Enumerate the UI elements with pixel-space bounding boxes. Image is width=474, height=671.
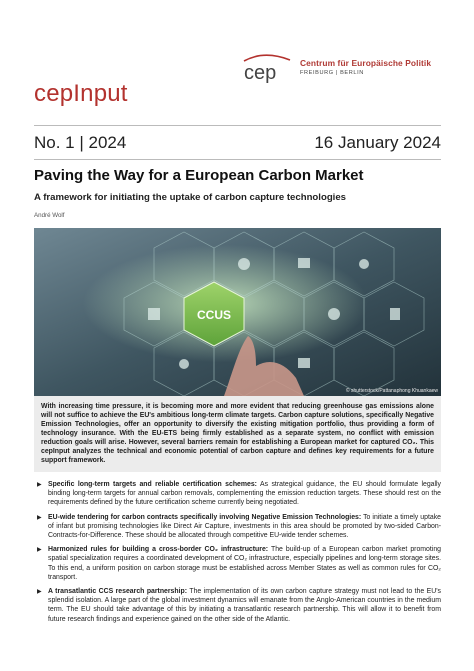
bullet-text: To initiate a timely uptake of infant but promising technologies like Direct Air Capture, investments in this area should be promoted by two-sided Carbon-Contracts-for-Difference. These should be allocated through competitive EU-wide tender schemes. [48,513,441,540]
divider [34,125,441,126]
globe-icon [238,258,250,270]
arrow-icon: ▶ [37,547,42,554]
brand-title: cepInput [34,80,128,107]
hero-image [34,228,441,396]
author-name: André Wolf [34,212,65,219]
plant-icon [390,308,400,320]
issue-number: No. 1 | 2024 [34,133,127,152]
page-subtitle: A framework for initiating the uptake of carbon capture technologies [34,192,347,203]
factory-icon [298,258,310,268]
bullet-text: The implementation of its own carbon capture strategy must not lead to the EU's splendid isolation. A large part of the global investment dynamics will emanate from the Anglo-American countries in the medium term. The EU should take advantage of this by initiating a transatlantic research partnership. This will allow it to benefit from future research findings and experience gained on the other side of the Atlantic. [48,588,441,623]
bullet-lead: A transatlantic CCS research partnership: [48,588,188,596]
co2-icon [148,308,160,320]
gear-icon [298,358,310,368]
image-credit: © shutterstock/Pattanaphong Khuankaew [345,388,438,394]
storage-icon [328,308,340,320]
cep-logo [238,52,468,86]
bullet-lead: Harmonized rules for building a cross-border CO₂ infrastructure: [48,546,269,554]
bullet-text: As strategical guidance, the EU should formulate legally binding long-term targets for annual carbon removals, complementing the emission reduction targets. These should rest on the requirements defined by the future certification scheme currently being negotiated. [48,481,442,507]
list-item [34,545,441,582]
ccus-illustration [34,228,441,396]
list-item [34,513,441,541]
pipeline-icon [179,359,189,369]
list-item [34,480,441,508]
bullet-text: The build-up of a European carbon market promoting spatial specialization requires a coordinated development of CO₂ infrastructure, especially pipelines and long-term storage sites. To this end, a uniform position on carbon storage must be established across Member States as well as common rules for CO₂ transport. [48,546,441,581]
key-points [34,480,441,629]
divider [34,159,441,160]
arrow-icon: ▶ [37,514,42,521]
bullet-lead: EU-wide tendering for carbon contracts specifically involving Negative Emission Technologies: [48,513,362,521]
leaf-icon [359,259,369,269]
summary-box [34,396,441,472]
list-item [34,587,441,624]
issue-date: 16 January 2024 [314,133,441,152]
bullet-lead: Specific long-term targets and reliable certification schemes: [48,481,257,488]
arrow-icon: ▶ [37,589,42,596]
logo-text: cep [244,62,277,84]
org-cities: FREIBURG | BERLIN [300,70,364,76]
page-title: Paving the Way for a European Carbon Market [34,167,364,184]
summary-text: With increasing time pressure, it is becoming more and more evident that reducing greenhouse gas emissions alone will not suffice to achieve the EU's ambitious long-term climate targets. Carbon capture solutions, specifically Negative Emission Technologies, offer an opportunity to diversify the existing mitigation portfolio, thus providing a form of technology insurance. With the EU-ETS being firmly established as a separate system, no conflict with emission reduction goals will arise. However, several barriers remain for establishing a European market for captured CO₂. This cepInput analyzes the technical and economic potential of carbon capture and defines key requirements for a future support framework. [41,403,434,464]
arrow-icon: ▶ [37,482,42,488]
org-name: Centrum für Europäische Politik [300,58,432,68]
cep-logo-mark [238,52,296,86]
ccus-label: CCUS [196,308,232,322]
